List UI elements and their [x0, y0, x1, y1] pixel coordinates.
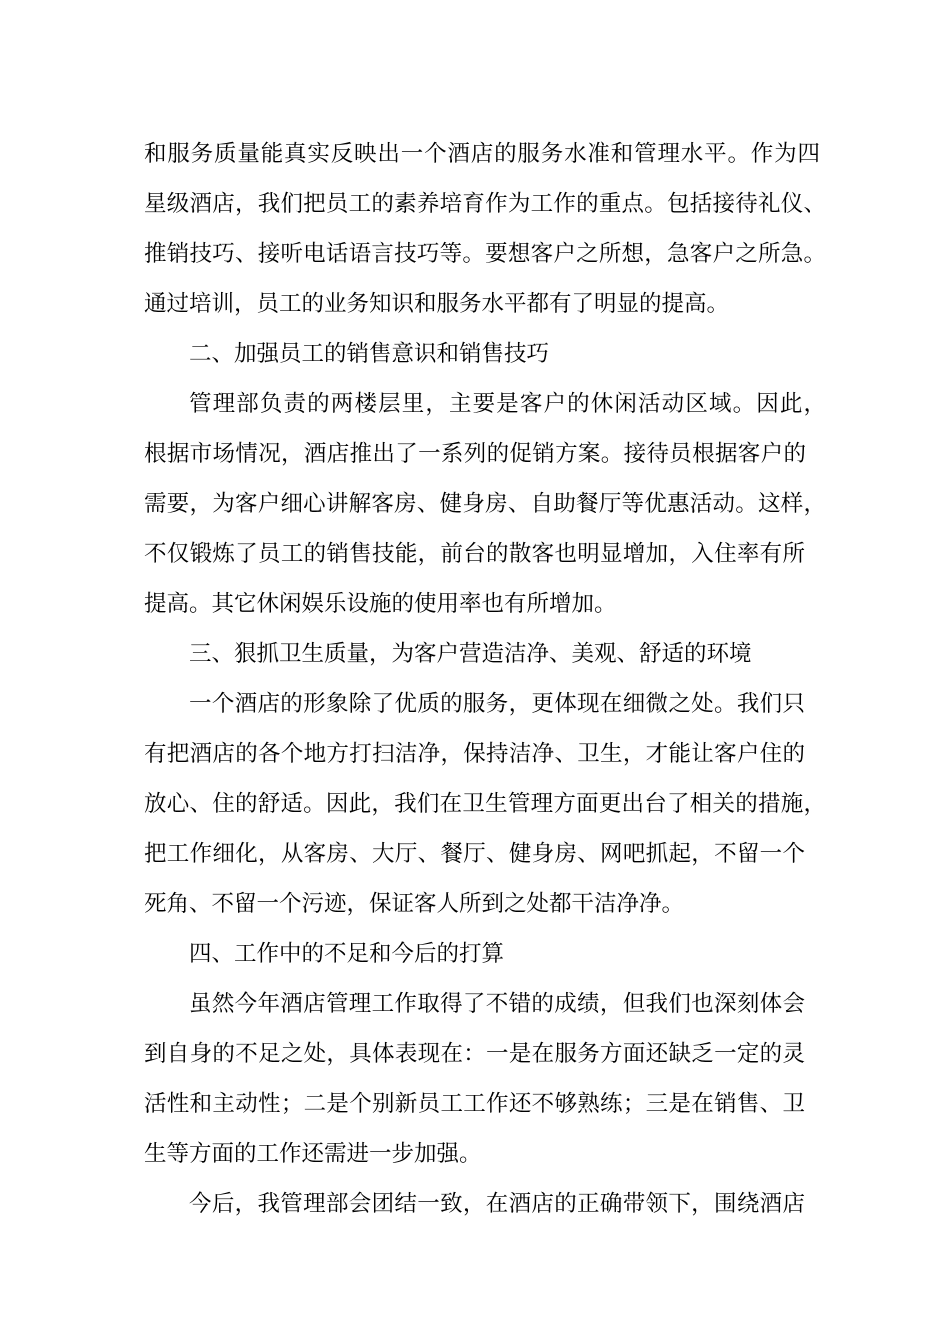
- text-line: 和服务质量能真实反映出一个酒店的服务水准和管理水平。作为四: [144, 141, 820, 167]
- text-line: 活性和主动性；二是个别新员工工作还不够熟练；三是在销售、卫: [144, 1091, 805, 1117]
- text-line: 不仅锻炼了员工的销售技能，前台的散客也明显增加，入住率有所: [144, 541, 805, 567]
- section-heading: 四、工作中的不足和今后的打算: [189, 941, 505, 967]
- section-heading: 二、加强员工的销售意识和销售技巧: [189, 341, 550, 367]
- text-line: 今后，我管理部会团结一致，在酒店的正确带领下，围绕酒店: [189, 1191, 805, 1217]
- text-line: 通过培训，员工的业务知识和服务水平都有了明显的提高。: [144, 291, 730, 317]
- text-line: 提高。其它休闲娱乐设施的使用率也有所增加。: [144, 591, 617, 617]
- text-line: 虽然今年酒店管理工作取得了不错的成绩，但我们也深刻体会: [189, 991, 805, 1017]
- text-line: 管理部负责的两楼层里，主要是客户的休闲活动区域。因此，: [189, 391, 826, 417]
- text-line: 死角、不留一个污迹，保证客人所到之处都干洁净净。: [144, 891, 685, 917]
- text-line: 星级酒店，我们把员工的素养培育作为工作的重点。包括接待礼仪、: [144, 191, 826, 217]
- text-line: 生等方面的工作还需进一步加强。: [144, 1141, 482, 1167]
- text-line: 放心、住的舒适。因此，我们在卫生管理方面更出台了相关的措施，: [144, 791, 826, 817]
- text-line: 有把酒店的各个地方打扫洁净，保持洁净、卫生，才能让客户住的: [144, 741, 805, 767]
- text-line: 一个酒店的形象除了优质的服务，更体现在细微之处。我们只: [189, 691, 805, 717]
- text-line: 根据市场情况，酒店推出了一系列的促销方案。接待员根据客户的: [144, 441, 806, 467]
- text-line: 把工作细化，从客房、大厅、餐厅、健身房、网吧抓起，不留一个: [144, 841, 805, 867]
- text-line: 到自身的不足之处，具体表现在：一是在服务方面还缺乏一定的灵: [144, 1041, 805, 1067]
- text-line: 需要，为客户细心讲解客房、健身房、自助餐厅等优惠活动。这样，: [144, 491, 826, 517]
- section-heading: 三、狠抓卫生质量，为客户营造洁净、美观、舒适的环境: [189, 641, 752, 667]
- text-line: 推销技巧、接听电话语言技巧等。要想客户之所想，急客户之所急。: [144, 241, 826, 267]
